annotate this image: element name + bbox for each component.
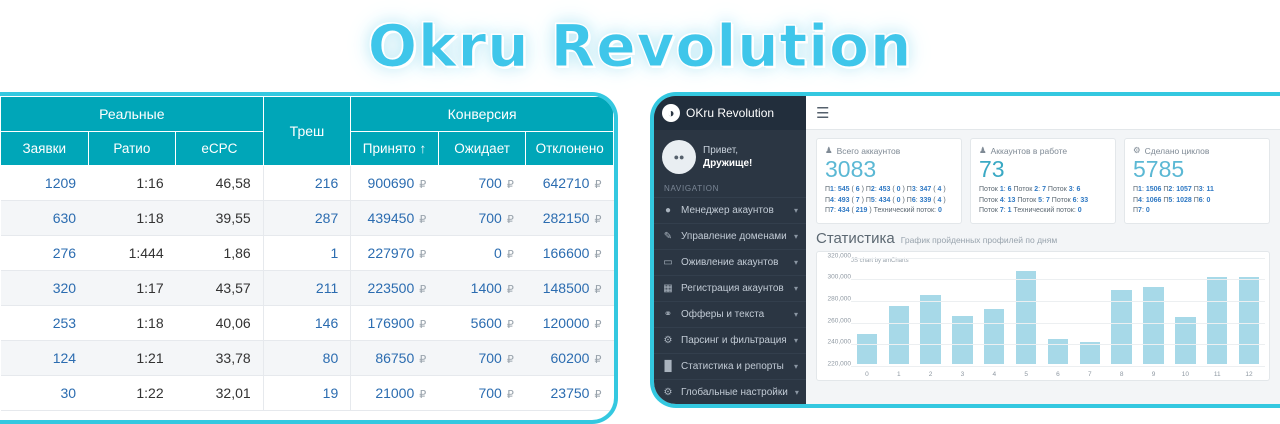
bar-chart[interactable]: [816, 251, 1270, 381]
currency-symbol: ₽: [503, 319, 514, 331]
cell-ratio: 1:22: [88, 376, 176, 411]
chart-bar[interactable]: [1016, 271, 1036, 364]
table-row[interactable]: [1, 341, 614, 376]
chevron-down-icon: ▾: [793, 362, 798, 371]
chevron-down-icon: ▾: [793, 232, 798, 241]
chart-title: Статистика: [816, 229, 895, 247]
cell-pending: 0 ₽: [438, 236, 526, 271]
sidebar-item-label: Оживление акаунтов: [681, 257, 779, 268]
cell-pending: 1400 ₽: [438, 271, 526, 306]
y-tick-label: 280,000: [827, 295, 851, 303]
cell-ratio: 1:21: [88, 341, 176, 376]
sidebar-item-8[interactable]: [654, 379, 806, 405]
cell-ecpc: 46,58: [176, 166, 264, 201]
cell-ratio: 1:18: [88, 306, 176, 341]
currency-symbol: ₽: [591, 389, 602, 401]
group-header-conversion: Конверсия: [351, 97, 614, 132]
gear-icon: ⚙: [1133, 145, 1141, 155]
sidebar-item-label: Менеджер акаунтов: [681, 205, 774, 216]
stats-table-panel: [0, 92, 618, 424]
card-detail-line: П1: 545 ( 6 ) П2: 453 ( 0 ) П3: 347 ( 4 ): [825, 186, 946, 194]
cell-tresh: 146: [263, 306, 351, 341]
bar-slot[interactable]: [1074, 258, 1106, 364]
grid-icon: ▦: [663, 283, 673, 294]
cell-pending: 700 ₽: [438, 166, 526, 201]
bar-slot[interactable]: [915, 258, 947, 364]
x-tick-label: 9: [1151, 370, 1156, 378]
card-title-text: Аккаунтов в работе: [990, 145, 1068, 156]
chevron-down-icon: ▾: [793, 336, 798, 345]
group-header-real: Реальные: [1, 97, 264, 132]
x-tick-label: 6: [1056, 370, 1060, 378]
cell-rejected: 148500 ₽: [526, 271, 614, 306]
table-row[interactable]: [1, 236, 614, 271]
sidebar-item-label: Глобальные настройки: [681, 387, 788, 398]
cell-accepted: 439450 ₽: [351, 201, 439, 236]
currency-symbol: ₽: [416, 214, 427, 226]
currency-symbol: ₽: [503, 179, 514, 191]
hamburger-icon[interactable]: ☰: [816, 104, 830, 122]
bar-slot[interactable]: [1010, 258, 1042, 364]
chevron-down-icon: ▾: [793, 258, 798, 267]
cell-ecpc: 33,78: [176, 341, 264, 376]
chart-bar[interactable]: [889, 306, 909, 364]
cell-rejected: 282150 ₽: [526, 201, 614, 236]
bar-slot[interactable]: [1201, 258, 1233, 364]
currency-symbol: ₽: [591, 214, 602, 226]
card-detail-line: Поток 7: 1 Технический поток: 0: [979, 207, 1082, 215]
card-detail-line: П1: 1506 П2: 1057 П3: 11: [1133, 186, 1214, 194]
cell-zayavki: 276: [1, 236, 89, 271]
edit-icon: ✎: [663, 231, 673, 242]
card-title: [979, 145, 1107, 156]
summary-card-2: [970, 138, 1116, 224]
x-tick-label: 3: [960, 370, 965, 378]
x-tick-label: 11: [1213, 370, 1221, 378]
x-tick-label: 2: [928, 370, 933, 378]
cell-pending: 700 ₽: [438, 201, 526, 236]
currency-symbol: ₽: [416, 249, 427, 261]
chevron-down-icon: ▾: [793, 206, 798, 215]
sidebar-item-label: Регистрация акаунтов: [681, 283, 784, 294]
summary-card-1: [816, 138, 962, 224]
bar-slot[interactable]: [1106, 258, 1138, 364]
cell-ecpc: 39,55: [176, 201, 264, 236]
currency-symbol: ₽: [416, 284, 427, 296]
currency-symbol: ₽: [503, 214, 514, 226]
card-title-text: Сделано циклов: [1144, 145, 1210, 156]
cell-tresh: 1: [263, 236, 351, 271]
summary-card-3: [1124, 138, 1270, 224]
sidebar-item-5[interactable]: [654, 301, 806, 327]
y-tick-label: 320,000: [827, 252, 851, 260]
chart-bar[interactable]: [1207, 277, 1227, 364]
bar-slot[interactable]: [1169, 258, 1201, 364]
cell-ecpc: 43,57: [176, 271, 264, 306]
column-header-accepted[interactable]: Принято ↑: [351, 132, 439, 166]
chevron-down-icon: ▾: [794, 388, 799, 397]
currency-symbol: ₽: [503, 284, 514, 296]
x-tick-label: 7: [1088, 370, 1092, 378]
currency-symbol: ₽: [503, 389, 514, 401]
sidebar-item-label: Офферы и текста: [681, 309, 765, 320]
card-detail-line: Поток 4: 13 Поток 5: 7 Поток 6: 33: [979, 196, 1089, 204]
sidebar: [654, 96, 806, 404]
cell-zayavki: 253: [1, 306, 89, 341]
chart-bar[interactable]: [1239, 277, 1259, 364]
profile-greeting: [703, 144, 752, 171]
cell-ratio: 1:17: [88, 271, 176, 306]
bar-slot[interactable]: [1042, 258, 1074, 364]
bar-slot[interactable]: [947, 258, 979, 364]
card-value: 3083: [825, 156, 877, 182]
cell-rejected: 60200 ₽: [526, 341, 614, 376]
summary-cards: [806, 130, 1280, 228]
currency-symbol: ₽: [591, 179, 602, 191]
stats-table: [0, 96, 614, 411]
avatar-owl-icon: ●●: [662, 140, 696, 174]
bar-slot[interactable]: [1138, 258, 1170, 364]
chart-header: [816, 230, 1270, 247]
chart-bar[interactable]: [920, 295, 940, 364]
y-tick-label: 260,000: [827, 317, 851, 325]
card-detail-lines: [979, 185, 1107, 217]
greeting-text: Привет,: [703, 144, 739, 156]
currency-symbol: ₽: [591, 284, 602, 296]
chart-bar[interactable]: [857, 334, 877, 364]
cell-zayavki: 124: [1, 341, 89, 376]
card-detail-lines: [1133, 185, 1261, 217]
cell-zayavki: 30: [1, 376, 89, 411]
gridline: [851, 366, 1265, 367]
owl-icon: ◑: [662, 104, 680, 122]
cell-zayavki: 1209: [1, 166, 89, 201]
column-header-ecpc[interactable]: eCPC: [176, 132, 264, 166]
page-banner: [0, 0, 1280, 92]
page-title: Okru Revolution: [367, 12, 913, 80]
column-header-rejected[interactable]: Отклонено: [526, 132, 614, 166]
bar-slot[interactable]: [1233, 258, 1265, 364]
chart-bar[interactable]: [1175, 317, 1195, 364]
sidebar-brand[interactable]: [654, 96, 806, 130]
settings-icon: ⚙: [663, 335, 673, 346]
cell-zayavki: 630: [1, 201, 89, 236]
cell-accepted: 900690 ₽: [351, 166, 439, 201]
user-icon: ♟: [825, 145, 833, 155]
x-axis-labels: [851, 371, 1265, 378]
chart-subtitle: График пройденных профилей по дням: [900, 234, 1058, 245]
column-header-ratio[interactable]: Ратио: [88, 132, 176, 166]
x-tick-label: 10: [1181, 370, 1189, 378]
card-title: [1133, 145, 1261, 156]
chart-icon: █: [664, 361, 672, 372]
share-icon: ⚭: [663, 309, 673, 320]
sidebar-item-3[interactable]: [654, 249, 806, 275]
currency-symbol: ₽: [416, 354, 427, 366]
table-row[interactable]: [1, 201, 614, 236]
chart-bar[interactable]: [1143, 287, 1163, 363]
column-header-zayavki[interactable]: Заявки: [1, 132, 89, 166]
cell-ratio: 1:18: [88, 201, 176, 236]
gridline: [851, 323, 1265, 324]
card-detail-lines: [825, 185, 953, 217]
gridline: [851, 258, 1265, 259]
chevron-down-icon: ▾: [793, 310, 798, 319]
users-icon: ●: [664, 205, 672, 216]
table-row[interactable]: [1, 166, 614, 201]
currency-symbol: ₽: [591, 249, 602, 261]
cell-rejected: 23750 ₽: [526, 376, 614, 411]
cell-pending: 700 ₽: [438, 376, 526, 411]
app-content: [806, 96, 1280, 404]
sidebar-item-label: Статистика и репорты: [681, 361, 784, 372]
chart-credit: JS chart by amCharts: [851, 257, 909, 264]
table-row[interactable]: [1, 271, 614, 306]
x-tick-label: 4: [992, 370, 997, 378]
sidebar-item-2[interactable]: [654, 223, 806, 249]
profile-block[interactable]: [654, 130, 806, 178]
cell-ratio: 1:16: [88, 166, 176, 201]
cell-rejected: 166600 ₽: [526, 236, 614, 271]
gridline: [851, 279, 1265, 280]
brand-name: OKru Revolution: [686, 106, 775, 120]
group-header-trash: Треш: [263, 97, 351, 166]
y-axis-labels: [819, 252, 851, 378]
topbar: [806, 96, 1280, 130]
card-detail-line: П7: 434 ( 219 ) Технический поток: 0: [825, 207, 942, 215]
x-tick-label: 12: [1245, 370, 1253, 378]
sidebar-item-4[interactable]: [654, 275, 806, 301]
gridline: [851, 301, 1265, 302]
chevron-down-icon: ▾: [793, 284, 798, 293]
bar-slot[interactable]: [883, 258, 915, 364]
sidebar-item-6[interactable]: [654, 327, 806, 353]
cell-rejected: 642710 ₽: [526, 166, 614, 201]
x-tick-label: 5: [1024, 370, 1028, 378]
chart-bar[interactable]: [1048, 339, 1068, 363]
cell-accepted: 21000 ₽: [351, 376, 439, 411]
cell-accepted: 227970 ₽: [351, 236, 439, 271]
card-title-text: Всего аккаунтов: [836, 145, 901, 156]
table-group-header-row: [1, 97, 614, 132]
card-detail-line: Поток 1: 6 Поток 2: 7 Поток 3: 6: [979, 186, 1081, 194]
table-row[interactable]: [1, 376, 614, 411]
user-check-icon: ♟: [979, 145, 987, 155]
cell-ecpc: 1,86: [176, 236, 264, 271]
cell-tresh: 19: [263, 376, 351, 411]
chart-plot-area: [851, 258, 1265, 364]
currency-symbol: ₽: [416, 319, 427, 331]
cell-ratio: 1:444: [88, 236, 176, 271]
app-window: [650, 92, 1280, 408]
card-detail-line: П4: 1066 П5: 1028 П6: 0: [1133, 196, 1211, 204]
chart-section: [806, 228, 1280, 387]
y-tick-label: 240,000: [827, 338, 851, 346]
card-detail-line: П7: 0: [1133, 207, 1150, 215]
currency-symbol: ₽: [416, 389, 427, 401]
monitor-icon: ▭: [663, 257, 673, 268]
cell-tresh: 287: [263, 201, 351, 236]
card-detail-line: П4: 493 ( 7 ) П5: 434 ( 0 ) П6: 339 ( 4 ): [825, 196, 946, 204]
cell-ecpc: 32,01: [176, 376, 264, 411]
bar-slot[interactable]: [851, 258, 883, 364]
chart-bars: [851, 258, 1265, 364]
nav-section-label: NAVIGATION: [664, 184, 720, 193]
cell-accepted: 86750 ₽: [351, 341, 439, 376]
cell-accepted: 176900 ₽: [351, 306, 439, 341]
y-tick-label: 220,000: [827, 360, 851, 368]
cell-pending: 700 ₽: [438, 341, 526, 376]
cell-tresh: 216: [263, 166, 351, 201]
column-header-pending[interactable]: Ожидает: [438, 132, 526, 166]
card-value: 73: [979, 156, 1005, 182]
gear-icon: ⚙: [663, 387, 673, 398]
bar-slot[interactable]: [978, 258, 1010, 364]
cell-pending: 5600 ₽: [438, 306, 526, 341]
cell-accepted: 223500 ₽: [351, 271, 439, 306]
cell-zayavki: 320: [1, 271, 89, 306]
cell-tresh: 211: [263, 271, 351, 306]
currency-symbol: ₽: [503, 249, 514, 261]
cell-rejected: 120000 ₽: [526, 306, 614, 341]
sidebar-item-1[interactable]: [654, 197, 806, 223]
x-tick-label: 8: [1119, 370, 1124, 378]
gridline: [851, 344, 1265, 345]
sidebar-item-label: Управление доменами: [681, 231, 787, 242]
cell-ecpc: 40,06: [176, 306, 264, 341]
card-value: 5785: [1133, 156, 1185, 182]
currency-symbol: ₽: [503, 354, 514, 366]
chart-bar[interactable]: [984, 309, 1004, 364]
currency-symbol: ₽: [591, 354, 602, 366]
table-row[interactable]: [1, 306, 614, 341]
y-tick-label: 300,000: [827, 273, 851, 281]
x-tick-label: 1: [896, 370, 901, 378]
x-tick-label: 0: [865, 370, 869, 378]
sidebar-item-7[interactable]: [654, 353, 806, 379]
currency-symbol: ₽: [591, 319, 602, 331]
sidebar-item-label: Парсинг и фильтрация: [681, 335, 787, 346]
profile-name: Дружище!: [703, 158, 753, 169]
cell-tresh: 80: [263, 341, 351, 376]
currency-symbol: ₽: [416, 179, 427, 191]
card-title: [825, 145, 953, 156]
